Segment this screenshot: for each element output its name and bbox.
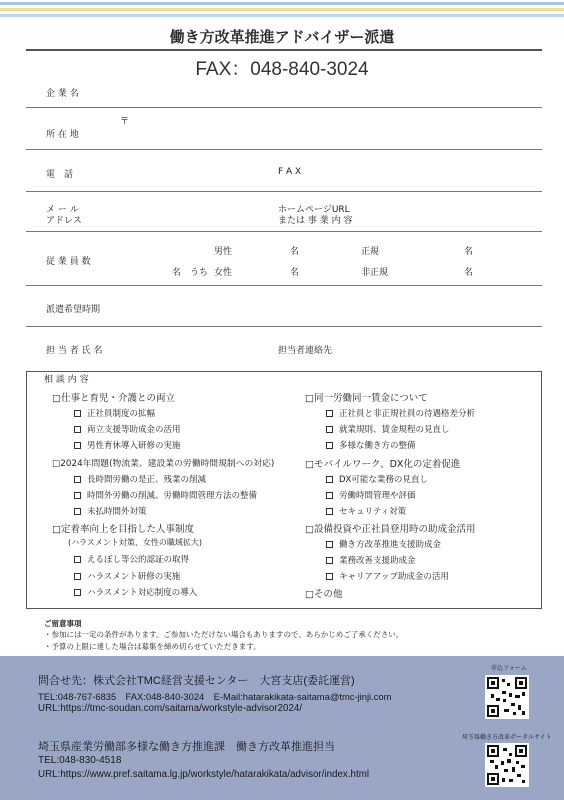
fax-label: F A X [278, 167, 302, 177]
qr-pattern-icon [487, 677, 527, 717]
checkbox-item[interactable]: 業務改善支援助成金 [326, 554, 416, 566]
male-unit: 名 [290, 247, 300, 257]
row-divider [26, 326, 542, 327]
checkbox-item[interactable]: ハラスメント研修の実施 [74, 570, 180, 582]
nonregular-unit: 名 [464, 268, 474, 278]
person-name-label: 担 当 者 氏 名 [46, 346, 103, 356]
checkbox-icon[interactable] [326, 492, 333, 499]
checkbox-item[interactable]: 就業規則、賃金規程の見直し [326, 423, 450, 435]
checkbox-icon[interactable] [326, 476, 333, 483]
right-group-4-heading: □その他 [305, 589, 343, 600]
page-title: 働き方改革推進アドバイザー派遣 [169, 28, 395, 46]
checkbox-icon[interactable] [326, 557, 333, 564]
footer-url-1[interactable]: URL:https://tmc-soudan.com/saitama/workstyle-advisor2024/ [38, 703, 303, 714]
female-unit: 名 [290, 268, 300, 278]
row-divider [26, 149, 542, 150]
row-divider [26, 231, 542, 232]
qr-code-portal-site-icon[interactable] [485, 743, 529, 787]
left-group-2-heading: □2024年問題(物流業、建設業の労働時間規制への対応) [52, 459, 275, 469]
checkbox-item[interactable]: ハラスメント対応制度の導入 [74, 586, 197, 598]
top-stripe-lightblue [0, 14, 564, 17]
checkbox-item[interactable]: 正社員と非正規社員の待遇格差分析 [326, 407, 475, 419]
footer-tel-2: TEL:048-830-4518 [38, 755, 122, 766]
notes-line-1: ・参加には一定の条件があります。ご参加いただけない場合もありますので、あらかじめご了承ください。 [44, 630, 404, 639]
address-label: 所 在 地 [46, 130, 79, 140]
checkbox-item[interactable]: 男性育休導入研修の実施 [74, 439, 181, 451]
title-divider [26, 49, 542, 51]
homepage-label-1: ホームページURL [278, 205, 350, 215]
checkbox-icon[interactable] [326, 573, 333, 580]
checkbox-item[interactable]: 未払時間外対策 [74, 505, 147, 517]
checkbox-icon[interactable] [74, 556, 81, 563]
top-stripe-blue [0, 2, 564, 5]
homepage-label-2: または 事 業 内 容 [278, 216, 353, 226]
checkbox-icon[interactable] [74, 508, 81, 515]
male-label: 男性 [214, 247, 233, 257]
right-group-2-heading: □モバイルワーク、DX化の定着促進 [305, 459, 461, 470]
checkbox-icon[interactable] [326, 541, 333, 548]
qr-apply-label: 申込フォーム [491, 665, 527, 672]
row-divider [26, 107, 542, 108]
mail-label-1: メ ー ル [46, 205, 79, 215]
fax-number: FAX：048-840-3024 [195, 59, 369, 80]
female-label: 女性 [214, 268, 233, 278]
checkbox-item[interactable]: DX可能な業務の見直し [326, 473, 428, 485]
footer-url-2[interactable]: URL:https://www.pref.saitama.lg.jp/workstyle/hatarakikata/advisor/index.html [38, 769, 370, 780]
checkbox-item[interactable]: えるぼし等公的認証の取得 [74, 553, 189, 565]
footer-contact-1: 問合せ先：株式会社TMC経営支援センター 大宮支店(委託運営) [38, 675, 355, 687]
qr-pattern-icon [487, 745, 527, 785]
footer-tel-fax-email[interactable]: TEL:048-767-6835 FAX:048-840-3024 E-Mail:hatarakikata-saitama@tmc-jinji.com [38, 691, 392, 702]
footer-contact-2: 埼玉県産業労働部多様な働き方推進課 働き方改革推進担当 [38, 741, 335, 753]
row-divider [26, 285, 542, 286]
checkbox-icon[interactable] [74, 476, 81, 483]
mail-label-2: アドレス [46, 216, 82, 226]
checkbox-item[interactable]: 時間外労働の削減、労働時間管理方法の整備 [74, 489, 257, 501]
notes-line-2: ・予算の上限に達した場合は募集を締め切らせていただきます。 [44, 642, 261, 651]
checkbox-item[interactable]: 多様な働き方の整備 [326, 439, 416, 451]
checkbox-item[interactable]: キャリアアップ助成金の活用 [326, 570, 449, 582]
female-prefix: 名 うち [172, 268, 209, 278]
checkbox-item[interactable]: 両立支援等助成金の活用 [74, 423, 181, 435]
phone-label: 電 話 [46, 170, 74, 180]
right-group-1-heading: □同一労働同一賃金について [305, 393, 428, 404]
qr-code-apply-form-icon[interactable] [485, 675, 529, 719]
dispatch-date-label: 派遣希望時期 [46, 305, 101, 315]
postal-mark: 〒 [120, 117, 130, 127]
checkbox-item[interactable]: セキュリティ対策 [326, 505, 406, 517]
top-stripe-yellow [0, 8, 564, 11]
person-contact-label: 担当者連絡先 [278, 346, 333, 356]
row-divider [26, 191, 542, 192]
checkbox-icon[interactable] [326, 410, 333, 417]
left-group-3-subheading: (ハラスメント対策、女性の職域拡大) [68, 538, 203, 547]
checkbox-icon[interactable] [326, 426, 333, 433]
checkbox-icon[interactable] [74, 410, 81, 417]
checkbox-item[interactable]: 労働時間管理や評価 [326, 489, 416, 501]
notes-title: ご留意事項 [44, 619, 82, 628]
checkbox-icon[interactable] [326, 442, 333, 449]
left-group-3-heading: □定着率向上を目指した人事制度 [52, 524, 194, 535]
consultation-title: 相 談 内 容 [42, 372, 91, 385]
employees-label: 従 業 員 数 [46, 257, 91, 267]
checkbox-item[interactable]: 働き方改革推進支援助成金 [326, 538, 441, 550]
right-group-3-heading: □設備投資や正社員登用時の助成金活用 [305, 524, 476, 535]
checkbox-item[interactable]: 長時間労働の是正、残業の削減 [74, 473, 206, 485]
checkbox-icon[interactable] [326, 508, 333, 515]
checkbox-icon[interactable] [74, 426, 81, 433]
checkbox-item[interactable]: 正社員制度の拡幅 [74, 407, 155, 419]
checkbox-icon[interactable] [74, 573, 81, 580]
checkbox-icon[interactable] [74, 442, 81, 449]
nonregular-label: 非正規 [361, 268, 389, 278]
checkbox-icon[interactable] [74, 492, 81, 499]
regular-label: 正規 [361, 247, 380, 257]
left-group-1-heading: □仕事と育児・介護との両立 [52, 393, 175, 404]
qr-portal-label: 埼玉県働き方改革ポータルサイト [462, 734, 552, 741]
checkbox-icon[interactable] [74, 589, 81, 596]
company-label: 企 業 名 [46, 89, 79, 99]
regular-unit: 名 [464, 247, 474, 257]
